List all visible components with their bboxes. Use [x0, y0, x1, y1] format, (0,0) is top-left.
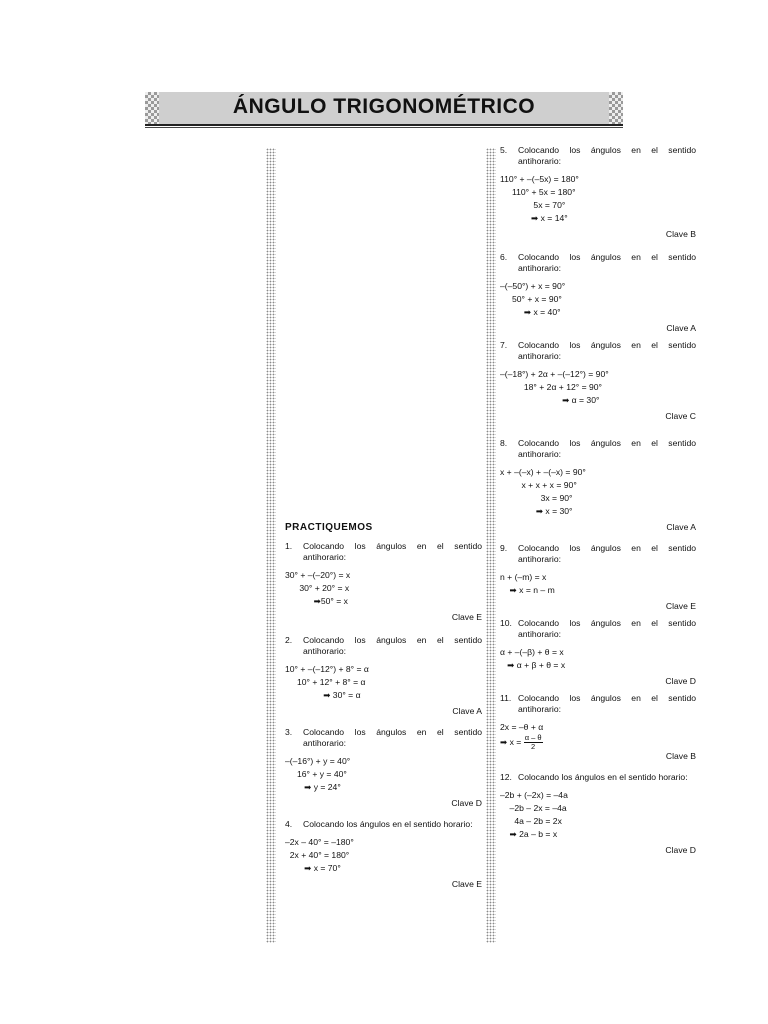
- title-underline: [145, 127, 623, 128]
- equation-line: 5x = 70°: [500, 200, 566, 210]
- problem-statement: Colocando los ángulos en el sentido antihorario:: [303, 635, 482, 656]
- problem-item: [500, 438, 696, 533]
- problem-item: [285, 819, 482, 890]
- problem-number: 3.: [285, 727, 293, 737]
- problem-item: [500, 543, 696, 612]
- equation-line: ➡ x = 30°: [500, 506, 573, 516]
- equation-line: n + (–m) = x: [500, 572, 547, 582]
- equation-line: ➡ x = $\frac{\alpha - \theta}{2}$: [500, 733, 542, 751]
- answer-key: Clave A: [452, 706, 482, 716]
- equation-line: 10° + –(–12°) + 8° = α: [285, 664, 369, 674]
- equation-line: –(–16°) + y = 40°: [285, 756, 351, 766]
- problem-number: 12.: [500, 772, 512, 782]
- answer-key: Clave B: [665, 229, 696, 239]
- equation-line: ➡ 2a – b = x: [500, 829, 558, 839]
- problem-item: [500, 145, 696, 240]
- equation-line: –(–18°) + 2α + –(–12°) = 90°: [500, 369, 609, 379]
- equation-line: 2x + 40° = 180°: [285, 850, 350, 860]
- equation-line: 10° + 12° + 8° = α: [285, 677, 366, 687]
- title-banner: [145, 92, 623, 126]
- problem-statement: Colocando los ángulos en el sentido antihorario:: [303, 727, 482, 748]
- right-problem-list: [500, 145, 696, 856]
- problem-number: 11.: [500, 693, 512, 703]
- problem-item: [500, 252, 696, 334]
- page-title: ÁNGULO TRIGONOMÉTRICO: [232, 95, 536, 118]
- problem-item: [500, 618, 696, 687]
- answer-key: Clave A: [666, 522, 696, 532]
- fraction: [524, 734, 543, 751]
- problem-number: 6.: [500, 252, 508, 262]
- answer-key: Clave A: [666, 323, 696, 333]
- equation-line: 30° + 20° = x: [285, 583, 350, 593]
- problem-statement: Colocando los ángulos en el sentido antihorario:: [303, 541, 482, 562]
- equation-line: 2x = –θ + α: [500, 722, 544, 732]
- equation-line: 30° + –(–20°) = x: [285, 570, 351, 580]
- answer-key: Clave E: [451, 612, 482, 622]
- answer-key: Clave E: [451, 879, 482, 889]
- problem-number: 1.: [285, 541, 293, 551]
- equation-line: ➡ x = 40°: [500, 307, 561, 317]
- answer-key: Clave D: [665, 676, 696, 686]
- problem-item: [285, 541, 482, 623]
- equation-line: ➡ x = 70°: [285, 863, 341, 873]
- fraction-numerator: α – θ: [524, 733, 542, 742]
- problem-statement: Colocando los ángulos en el sentido horario:: [303, 819, 473, 829]
- problem-number: 10.: [500, 618, 512, 628]
- equation-block: [285, 569, 482, 608]
- equation-block: [285, 663, 482, 702]
- problem-statement: Colocando los ángulos en el sentido horario:: [518, 772, 688, 782]
- problem-statement: Colocando los ángulos en el sentido antihorario:: [518, 693, 696, 714]
- fraction-denominator: 2: [531, 742, 536, 751]
- problem-item: [285, 727, 482, 809]
- equation-block: [500, 368, 696, 407]
- equation-block: [500, 789, 696, 841]
- answer-key: Clave E: [665, 601, 696, 611]
- problem-number: 8.: [500, 438, 508, 448]
- equation-line: ➡ x = n – m: [500, 585, 555, 595]
- problem-number: 2.: [285, 635, 293, 645]
- equation-line: α + –(–β) + θ = x: [500, 647, 564, 657]
- equation-block: [500, 571, 696, 597]
- problem-number: 7.: [500, 340, 508, 350]
- problem-statement: Colocando los ángulos en el sentido antihorario:: [518, 543, 696, 564]
- equation-line: ➡50° = x: [285, 596, 348, 606]
- equation-block: [500, 721, 696, 751]
- equation-line: ➡ α = 30°: [500, 395, 600, 405]
- answer-key: Clave D: [451, 798, 482, 808]
- left-column: [285, 522, 482, 890]
- answer-key: Clave B: [665, 751, 696, 761]
- equation-line: ➡ x = 14°: [500, 213, 568, 223]
- problem-number: 4.: [285, 819, 293, 829]
- problem-statement: Colocando los ángulos en el sentido antihorario:: [518, 618, 696, 639]
- equation-block: [500, 466, 696, 518]
- equation-line: –2x – 40° = –180°: [285, 837, 354, 847]
- problem-number: 5.: [500, 145, 508, 155]
- problem-item: [500, 772, 696, 856]
- equation-line: ➡ α + β + θ = x: [500, 660, 566, 670]
- dotted-divider-center: [486, 148, 496, 943]
- dotted-divider-left: [266, 148, 276, 943]
- problem-statement: Colocando los ángulos en el sentido antihorario:: [518, 145, 696, 166]
- equation-line: 3x = 90°: [500, 493, 573, 503]
- equation-line: x + x + x = 90°: [500, 480, 577, 490]
- equation-line: –2b + (–2x) = –4a: [500, 790, 568, 800]
- equation-block: [285, 755, 482, 794]
- equation-line: 16° + y = 40°: [285, 769, 347, 779]
- equation-block: [500, 280, 696, 319]
- equation-line: 110° + 5x = 180°: [500, 187, 576, 197]
- problem-item: [285, 635, 482, 717]
- equation-line: ➡ y = 24°: [285, 782, 341, 792]
- problem-item: [500, 340, 696, 422]
- section-heading: PRACTIQUEMOS: [285, 522, 373, 533]
- right-column: [500, 145, 696, 856]
- equation-line: x + –(–x) + –(–x) = 90°: [500, 467, 586, 477]
- answer-key: Clave C: [665, 411, 696, 421]
- equation-line: 50° + x = 90°: [500, 294, 562, 304]
- problem-statement: Colocando los ángulos en el sentido antihorario:: [518, 438, 696, 459]
- equation-line: 110° + –(–5x) = 180°: [500, 174, 579, 184]
- equation-block: [285, 836, 482, 875]
- problem-statement: Colocando los ángulos en el sentido antihorario:: [518, 340, 696, 361]
- problem-statement: Colocando los ángulos en el sentido antihorario:: [518, 252, 696, 273]
- equation-line: –(–50°) + x = 90°: [500, 281, 566, 291]
- equation-line: 4a – 2b = 2x: [500, 816, 562, 826]
- equation-line: ➡ 30° = α: [285, 690, 361, 700]
- equation-line: –2b – 2x = –4a: [500, 803, 567, 813]
- problem-item: [500, 693, 696, 762]
- equation-block: [500, 173, 696, 225]
- equation-line: 18° + 2α + 12° = 90°: [500, 382, 602, 392]
- equation-block: [500, 646, 696, 672]
- left-problem-list: [285, 541, 482, 890]
- problem-number: 9.: [500, 543, 508, 553]
- answer-key: Clave D: [665, 845, 696, 855]
